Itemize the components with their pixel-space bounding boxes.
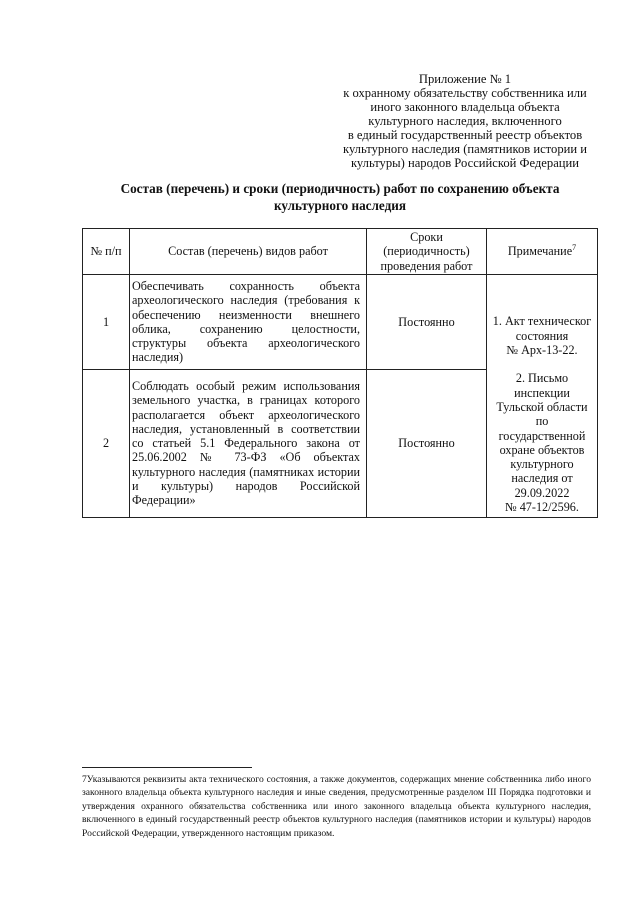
row-work-description: Обеспечивать сохранность объекта археологического наследия (требования к обеспечению неизменности внешнего облика, сохранению целостности, структуры объекта археологического наследия) [130,275,367,370]
appendix-line: культуры) народов Российской Федерации [350,156,579,170]
document-title-line: Состав (перечень) и сроки (периодичность) работ по сохранению объекта [120,181,560,196]
footnote-text: 7Указываются реквизиты акта технического состояния, а также документов, содержащих мнение собственника либо иного законного владельца объекта культурного наследия и иные сведения, предусмотренные разделом III Порядка подготовки и утверждения охранного обязательства собственника или иного законного владельца объекта культурного наследия, включенного в единый государственный реестр объектов культурного наследия (памятников истории и культуры) народов Российской Федерации, утвержденного настоящим приказом. [82,774,591,839]
works-table [82,228,598,518]
note-line: государственной [498,428,586,443]
row-term: Постоянно [367,369,487,517]
document-title [80,180,600,214]
note-line: охране объектов [499,442,585,457]
note-line: 1. Акт техническог [492,314,592,329]
note-line: № 47-12/2596. [505,500,579,515]
row-work-description: Соблюдать особый режим использования земельного участка, в границах которого располагается объект археологического наследия, установленный в соответствии со статьей 5.1 Федерального закона от 25.06.2002 № 73-ФЗ «Об объектах культурного наследия (памятниках истории и культуры) народов Российской Федерации» [130,369,367,517]
note-line: Тульской области [496,399,588,414]
note-line: № Арх-13-22. [506,343,578,358]
appendix-line: культурного наследия (памятников истории и [343,142,587,156]
appendix-line: культурного наследия, включенного [368,114,562,128]
footnote-divider [82,767,252,768]
appendix-line: Приложение № 1 [418,72,512,86]
appendix-line: иного законного владельца объекта [370,100,560,114]
header-works: Состав (перечень) видов работ [130,229,367,275]
header-number: № п/п [83,229,130,275]
document-title-line: культурного наследия [273,198,407,213]
note-line: состояния [515,328,569,343]
header-term: Сроки (периодичность) проведения работ [367,229,487,275]
note-line: инспекции [514,385,570,400]
note-line: культурного [510,457,574,472]
note-cell [487,275,598,518]
appendix-line: в единый государственный реестр объектов [347,128,583,142]
footnote-ref: 7 [572,243,577,253]
note-gap [487,357,597,371]
row-term: Постоянно [367,275,487,370]
row-number: 2 [83,369,130,517]
note-line: 29.09.2022 [514,485,570,500]
appendix-line: к охранному обязательству собственника или [343,86,587,100]
note-line: наследия от [511,471,573,486]
table-row [83,275,598,370]
header-note [487,229,598,275]
header-note-label: Примечание [507,244,573,259]
appendix-header [300,72,630,170]
table-header-row [83,229,598,275]
note-line: по [535,414,549,429]
row-number: 1 [83,275,130,370]
note-line: 2. Письмо [515,371,569,386]
